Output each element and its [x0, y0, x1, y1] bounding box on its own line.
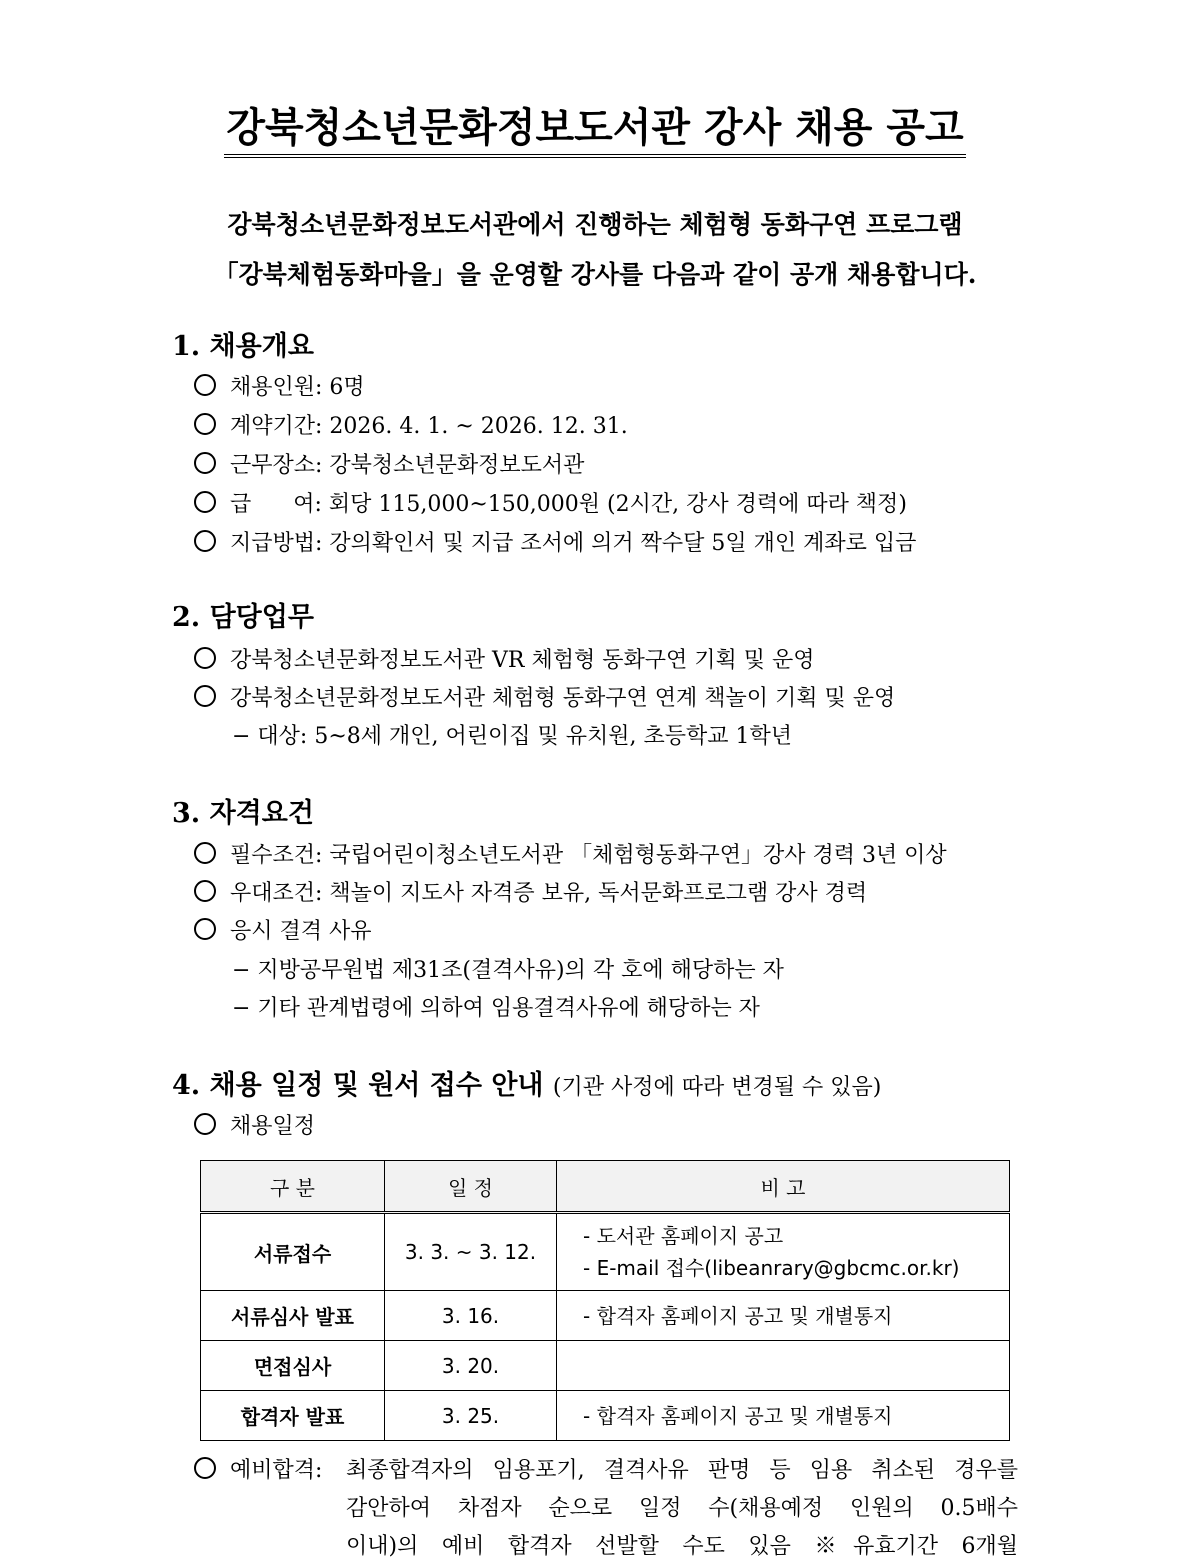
- section-heading-schedule: [172, 1066, 881, 1108]
- circle-bullet-icon: [194, 918, 216, 940]
- list-item: [194, 369, 365, 407]
- notes-cell: [557, 1391, 1010, 1441]
- circle-bullet-icon: [194, 842, 216, 864]
- note-line: - E-mail 접수(libeanrary@gbcmc.or.kr): [583, 1256, 960, 1280]
- list-item-text: 응시 결격 사유: [230, 919, 372, 944]
- sub-list-item: − 기타 관계법령에 의하여 임용결격사유에 해당하는 자: [232, 996, 760, 1021]
- list-item: [194, 408, 628, 446]
- stage-cell: 서류심사 발표: [201, 1291, 385, 1341]
- list-item: [194, 875, 867, 913]
- date-cell: 3. 3. ~ 3. 12.: [385, 1213, 557, 1291]
- circle-bullet-icon: [194, 452, 216, 474]
- list-item-text: 지급방법: 강의확인서 및 지급 조서에 의거 짝수달 5일 개인 계좌로 입금: [230, 531, 917, 556]
- circle-bullet-icon: [194, 491, 216, 513]
- list-item-text: 계약기간: 2026. 4. 1. ~ 2026. 12. 31.: [230, 414, 628, 439]
- column-header: 구 분: [201, 1161, 385, 1213]
- reserve-line: 이내)의 예비 합격자 선발할 수도 있음 ※유효기간 6개월: [346, 1534, 1018, 1559]
- list-item: [194, 680, 895, 718]
- note-line: - 합격자 홈페이지 공고 및 개별통지: [583, 1403, 893, 1428]
- table-row: [201, 1341, 1010, 1391]
- reserve-label-text: 예비합격:: [230, 1458, 323, 1483]
- list-item: [194, 525, 916, 563]
- list-item-text: 강북청소년문화정보도서관 VR 체험형 동화구연 기획 및 운영: [230, 648, 815, 673]
- section-heading-qualifications: 3. 자격요건: [172, 798, 314, 829]
- notes-cell: [557, 1341, 1010, 1391]
- intro-line: 「강북체험동화마을」을 운영할 강사를 다음과 같이 공개 채용합니다.: [213, 260, 977, 289]
- list-item-text: 우대조건: 책놀이 지도사 자격증 보유, 독서문화프로그램 강사 경력: [230, 881, 868, 906]
- intro-line: 강북청소년문화정보도서관에서 진행하는 체험형 동화구연 프로그램: [227, 210, 963, 239]
- section-heading-duties: 2. 담당업무: [172, 602, 314, 633]
- circle-bullet-icon: [194, 1113, 216, 1135]
- list-item: [194, 486, 907, 524]
- section-heading-overview: 1. 채용개요: [172, 331, 314, 362]
- reserve-line: 감안하여 차점자 순으로 일정 수(채용예정 인원의 0.5배수: [346, 1496, 1018, 1521]
- list-item-text: 강북청소년문화정보도서관 체험형 동화구연 연계 책놀이 기획 및 운영: [230, 686, 896, 711]
- table-header-row: [201, 1161, 1010, 1213]
- table-row: [201, 1213, 1010, 1291]
- date-cell: 3. 20.: [385, 1341, 557, 1391]
- date-cell: 3. 25.: [385, 1391, 557, 1441]
- column-header: 일 정: [385, 1161, 557, 1213]
- circle-bullet-icon: [194, 880, 216, 902]
- date-cell: 3. 16.: [385, 1291, 557, 1341]
- circle-bullet-icon: [194, 685, 216, 707]
- list-item-text: 채용인원: 6명: [230, 375, 365, 400]
- list-item-text: 급 여: 회당 115,000~150,000원 (2시간, 강사 경력에 따라 책정): [230, 492, 907, 517]
- circle-bullet-icon: [194, 413, 216, 435]
- list-item-text: 근무장소: 강북청소년문화정보도서관: [230, 453, 585, 478]
- reserve-text: [346, 1452, 1018, 1566]
- schedule-table: [200, 1160, 1010, 1441]
- table-row: [201, 1291, 1010, 1341]
- reserve-label: [194, 1452, 322, 1490]
- list-item-text: 채용일정: [230, 1114, 316, 1139]
- circle-bullet-icon: [194, 647, 216, 669]
- list-item: [194, 1108, 315, 1146]
- stage-cell: 합격자 발표: [201, 1391, 385, 1441]
- stage-cell: 면접심사: [201, 1341, 385, 1391]
- note-line: - 도서관 홈페이지 공고: [583, 1224, 784, 1248]
- sub-list-item: − 지방공무원법 제31조(결격사유)의 각 호에 해당하는 자: [232, 958, 784, 983]
- list-item: [194, 447, 584, 485]
- section-heading-note: (기관 사정에 따라 변경될 수 있음): [552, 1075, 882, 1100]
- list-item: [194, 913, 372, 951]
- circle-bullet-icon: [194, 530, 216, 552]
- section-heading-text: 4. 채용 일정 및 원서 접수 안내: [172, 1070, 544, 1101]
- reserve-line: 최종합격자의 임용포기, 결격사유 판명 등 임용 취소된 경우를: [346, 1458, 1018, 1483]
- document-title: [0, 100, 1190, 158]
- list-item: [194, 642, 814, 680]
- intro-paragraph: [150, 200, 1040, 300]
- circle-bullet-icon: [194, 374, 216, 396]
- table-row: [201, 1391, 1010, 1441]
- notes-cell: [557, 1291, 1010, 1341]
- stage-cell: 서류접수: [201, 1213, 385, 1291]
- note-line: - 합격자 홈페이지 공고 및 개별통지: [583, 1303, 893, 1328]
- title-text: 강북청소년문화정보도서관 강사 채용 공고: [224, 102, 965, 158]
- circle-bullet-icon: [194, 1457, 216, 1479]
- notes-cell: [557, 1213, 1010, 1291]
- sub-list-item: − 대상: 5~8세 개인, 어린이집 및 유치원, 초등학교 1학년: [232, 724, 792, 749]
- list-item-text: 필수조건: 국립어린이청소년도서관 「체험형동화구연」강사 경력 3년 이상: [230, 843, 947, 868]
- list-item: [194, 837, 947, 875]
- column-header: 비 고: [557, 1161, 1010, 1213]
